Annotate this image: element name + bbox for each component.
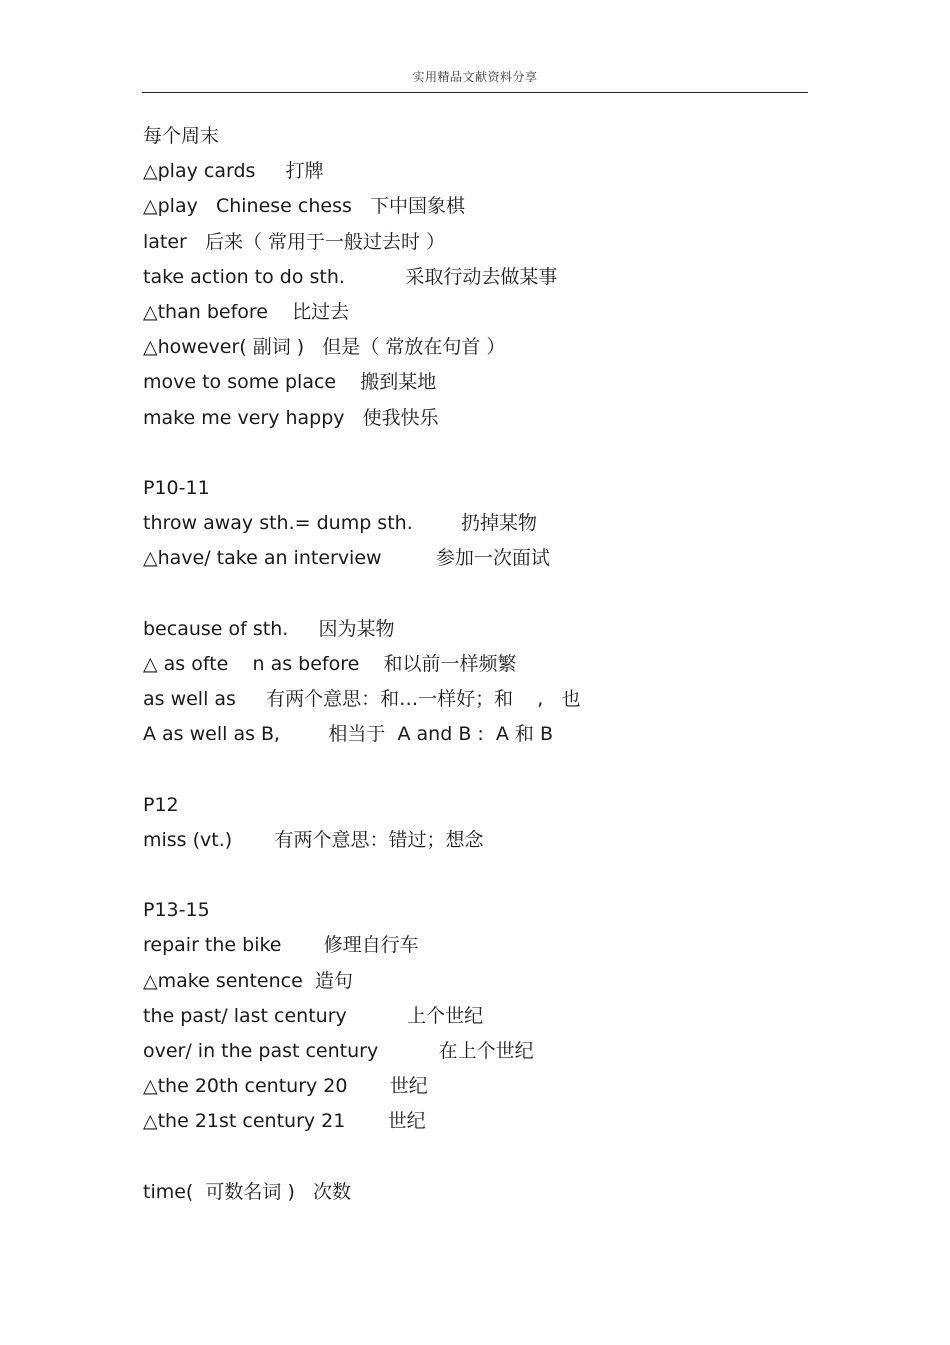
text-line: throw away sth.= dump sth. 扔掉某物 [143, 512, 538, 535]
text-line: △have/ take an interview 参加一次面试 [143, 547, 550, 570]
text-line: the past/ last century 上个世纪 [143, 1004, 484, 1027]
text-line: as well as 有两个意思：和…一样好；和 , 也 [143, 688, 581, 710]
text-line: △the 21st century 21 世纪 [143, 1110, 426, 1133]
text-line: repair the bike 修理自行车 [143, 934, 419, 957]
text-line: △ as ofte n as before 和以前一样频繁 [143, 652, 517, 675]
text-line: △make sentence 造句 [143, 969, 353, 992]
blank-line [143, 1139, 803, 1174]
blank-line [143, 436, 803, 471]
document-body [143, 119, 803, 1210]
text-line: time( 可数名词 ) 次数 [143, 1180, 351, 1203]
text-line: later 后来（ 常用于一般过去时 ） [143, 230, 446, 253]
text-line: make me very happy 使我快乐 [143, 406, 439, 429]
text-line: 每个周末 [143, 125, 220, 147]
text-line: A as well as B, 相当于 A and B : A 和 B [143, 723, 553, 746]
section-heading: P12 [143, 793, 179, 816]
text-line: move to some place 搬到某地 [143, 371, 437, 394]
text-line: △than before 比过去 [143, 300, 350, 323]
page-header [142, 66, 808, 93]
text-line: miss (vt.) 有两个意思：错过；想念 [143, 828, 484, 851]
text-line: △play cards 打牌 [143, 160, 324, 183]
section-heading: P13-15 [143, 899, 210, 922]
header-title: 实用精品文献资料分享 [412, 70, 538, 84]
text-line: △however( 副词 ) 但是（ 常放在句首 ） [143, 336, 506, 359]
blank-line [143, 752, 803, 787]
text-line: △the 20th century 20 世纪 [143, 1075, 428, 1098]
section-heading: P10-11 [143, 476, 210, 499]
text-line: △play Chinese chess 下中国象棋 [143, 195, 465, 218]
text-line: take action to do sth. 采取行动去做某事 [143, 265, 558, 288]
text-line: because of sth. 因为某物 [143, 617, 395, 640]
text-line: over/ in the past century 在上个世纪 [143, 1039, 534, 1062]
blank-line [143, 858, 803, 893]
blank-line [143, 576, 803, 611]
